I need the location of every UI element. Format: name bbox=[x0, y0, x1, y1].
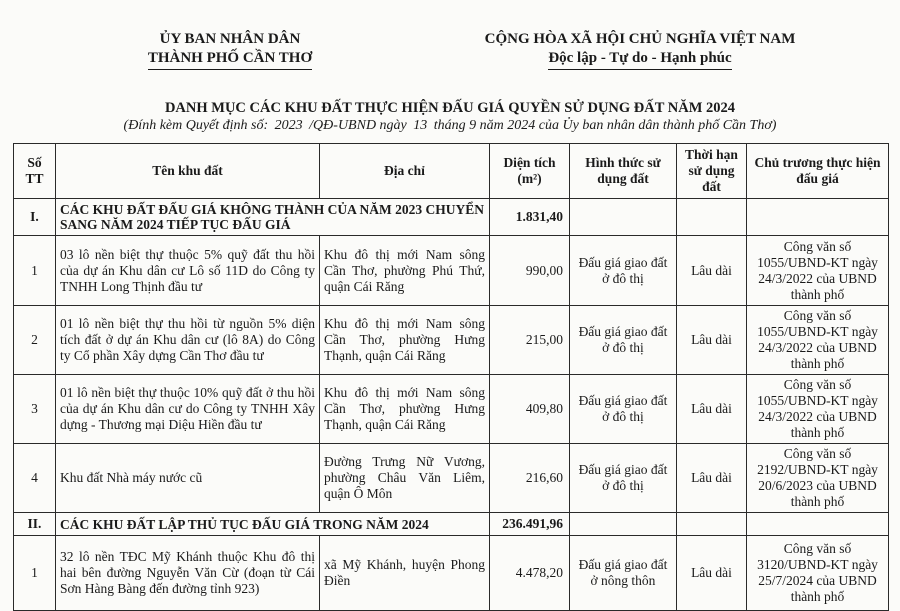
subtitle-mid: /QĐ-UBND ngày bbox=[309, 118, 407, 133]
section-stt: II. bbox=[14, 513, 56, 536]
header-area: Diện tích (m²) bbox=[490, 144, 570, 199]
table-cell bbox=[747, 199, 889, 236]
row-name: 03 lô nền biệt thự thuộc 5% quỹ đất thu hồi của dự án Khu dân cư Lô số 11D do Công ty TNHH Long Thịnh đầu tư bbox=[56, 236, 320, 306]
section-row bbox=[14, 513, 889, 536]
table-row bbox=[14, 306, 889, 375]
row-stt: 1 bbox=[14, 536, 56, 611]
row-term: Lâu dài bbox=[677, 536, 747, 611]
row-area: 215,00 bbox=[490, 306, 570, 375]
row-policy: Công văn số 1055/UBND-KT ngày 24/3/2022 của UBND thành phố bbox=[747, 306, 889, 375]
row-term: Lâu dài bbox=[677, 375, 747, 444]
row-address: xã Mỹ Khánh, huyện Phong Điền bbox=[320, 536, 490, 611]
row-policy: Công văn số 1055/UBND-KT ngày 24/3/2022 của UBND thành phố bbox=[747, 236, 889, 306]
header-term: Thời hạn sử dụng đất bbox=[677, 144, 747, 199]
header-name: Tên khu đất bbox=[56, 144, 320, 199]
authority-line1: ỦY BAN NHÂN DÂN bbox=[159, 31, 301, 47]
row-term: Lâu dài bbox=[677, 306, 747, 375]
header-stt: Số TT bbox=[14, 144, 56, 199]
table-cell bbox=[677, 513, 747, 536]
section-area: 1.831,40 bbox=[490, 199, 570, 236]
row-policy: Công văn số 3120/UBND-KT ngày 25/7/2024 của UBND thành phố bbox=[747, 536, 889, 611]
table-row bbox=[14, 444, 889, 513]
section-stt: I. bbox=[14, 199, 56, 236]
row-term: Lâu dài bbox=[677, 444, 747, 513]
row-stt: 4 bbox=[14, 444, 56, 513]
table-cell bbox=[677, 199, 747, 236]
decision-number: 2023 bbox=[274, 118, 303, 133]
row-area: 216,60 bbox=[490, 444, 570, 513]
decision-day: 13 bbox=[413, 118, 428, 133]
row-address: Khu đô thị mới Nam sông Cần Thơ, phường Hưng Thạnh, quận Cái Răng bbox=[320, 306, 490, 375]
table-header-row bbox=[14, 144, 889, 199]
document-subtitle bbox=[0, 118, 900, 134]
document-title: DANH MỤC CÁC KHU ĐẤT THỰC HIỆN ĐẤU GIÁ QUYỀN SỬ DỤNG ĐẤT NĂM 2024 bbox=[164, 100, 736, 116]
section-row bbox=[14, 199, 889, 236]
section-name: CÁC KHU ĐẤT ĐẤU GIÁ KHÔNG THÀNH CỦA NĂM 2023 CHUYỂN SANG NĂM 2024 TIẾP TỤC ĐẤU GIÁ bbox=[56, 199, 490, 236]
table-cell bbox=[747, 513, 889, 536]
authority-line2: THÀNH PHỐ CẦN THƠ bbox=[148, 49, 312, 70]
row-address: Đường Trưng Nữ Vương, phường Châu Văn Liêm, quận Ô Môn bbox=[320, 444, 490, 513]
row-stt: 3 bbox=[14, 375, 56, 444]
row-policy: Công văn số 2192/UBND-KT ngày 20/6/2023 của UBND thành phố bbox=[747, 444, 889, 513]
row-name: 01 lô nền biệt thự thu hồi từ nguồn 5% diện tích đất ở dự án Khu dân cư (lô 8A) do Công ty Cổ phần Xây dựng Cần Thơ đầu tư bbox=[56, 306, 320, 375]
country-name: CỘNG HÒA XÃ HỘI CHỦ NGHĨA VIỆT NAM bbox=[484, 31, 796, 47]
row-area: 990,00 bbox=[490, 236, 570, 306]
row-form: Đấu giá giao đất ở đô thị bbox=[570, 236, 677, 306]
header-form: Hình thức sử dụng đất bbox=[570, 144, 677, 199]
motto: Độc lập - Tự do - Hạnh phúc bbox=[548, 49, 731, 70]
issuing-authority bbox=[95, 30, 365, 70]
table-row bbox=[14, 375, 889, 444]
land-auction-table bbox=[13, 143, 889, 611]
row-area: 409,80 bbox=[490, 375, 570, 444]
row-form: Đấu giá giao đất ở nông thôn bbox=[570, 536, 677, 611]
row-name: 01 lô nền biệt thự thuộc 10% quỹ đất ở thu hồi của dự án Khu dân cư do Công ty TNHH Xây dựng - Thương mại Diệu Hiền đầu tư bbox=[56, 375, 320, 444]
row-form: Đấu giá giao đất ở đô thị bbox=[570, 375, 677, 444]
national-motto bbox=[420, 30, 860, 70]
row-address: Khu đô thị mới Nam sông Cần Thơ, phường Phú Thứ, quận Cái Răng bbox=[320, 236, 490, 306]
row-term: Lâu dài bbox=[677, 236, 747, 306]
row-address: Khu đô thị mới Nam sông Cần Thơ, phường Hưng Thạnh, quận Cái Răng bbox=[320, 375, 490, 444]
subtitle-prefix: (Đính kèm Quyết định số: bbox=[123, 118, 269, 133]
row-form: Đấu giá giao đất ở đô thị bbox=[570, 306, 677, 375]
section-name: CÁC KHU ĐẤT LẬP THỦ TỤC ĐẤU GIÁ TRONG NĂM 2024 bbox=[56, 513, 490, 536]
table-cell bbox=[570, 513, 677, 536]
table-row bbox=[14, 236, 889, 306]
row-stt: 2 bbox=[14, 306, 56, 375]
section-area: 236.491,96 bbox=[490, 513, 570, 536]
row-policy: Công văn số 1055/UBND-KT ngày 24/3/2022 của UBND thành phố bbox=[747, 375, 889, 444]
header-policy: Chủ trương thực hiện đấu giá bbox=[747, 144, 889, 199]
table-cell bbox=[570, 199, 677, 236]
row-stt: 1 bbox=[14, 236, 56, 306]
row-area: 4.478,20 bbox=[490, 536, 570, 611]
row-form: Đấu giá giao đất ở đô thị bbox=[570, 444, 677, 513]
subtitle-suffix: tháng 9 năm 2024 của Ủy ban nhân dân thành phố Cần Thơ) bbox=[433, 118, 777, 133]
table-row bbox=[14, 536, 889, 611]
row-name: Khu đất Nhà máy nước cũ bbox=[56, 444, 320, 513]
header-address: Địa chỉ bbox=[320, 144, 490, 199]
row-name: 32 lô nền TĐC Mỹ Khánh thuộc Khu đô thị hai bên đường Nguyễn Văn Cừ (đoạn từ Cái Sơn Hàng Bàng đến đường tỉnh 923) bbox=[56, 536, 320, 611]
